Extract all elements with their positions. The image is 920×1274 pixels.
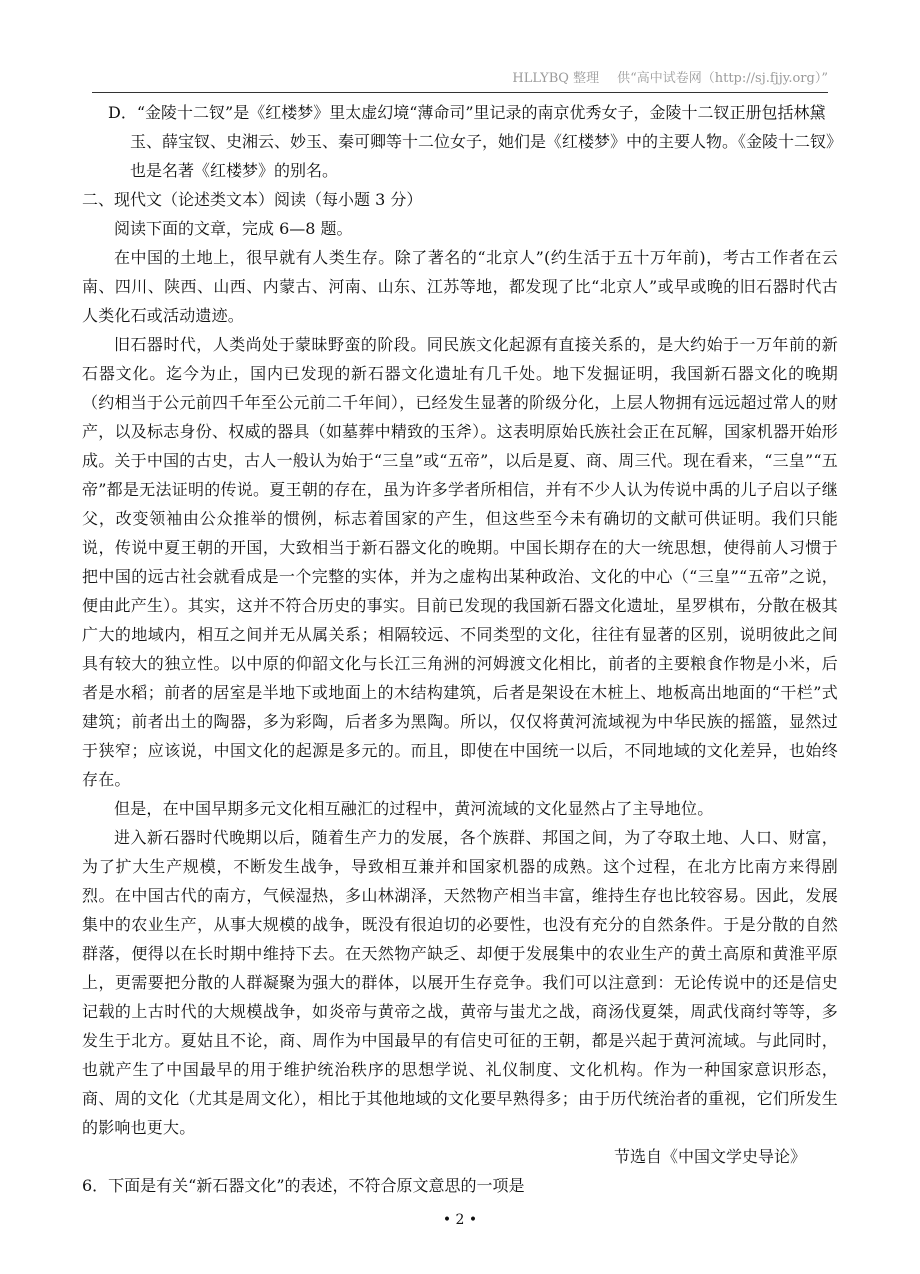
paragraph-1: 在中国的土地上，很早就有人类生存。除了著名的“北京人”(约生活于五十万年前)，考古工作者在云南、四川、陕西、山西、内蒙古、河南、山东、江苏等地，都发现了比“北京人”或早或晚的旧石器时代古人类化石或活动遗迹。 [82,248,838,325]
page-number: • 2 • [442,1212,478,1228]
page-header [92,66,828,93]
section-title: 二、现代文（论述类文本）阅读（每小题 3 分） [82,190,423,209]
question-6: 6．下面是有关“新石器文化”的表述，不符合原文意思的一项是 [82,1176,525,1195]
paragraph-3: 但是，在中国早期多元文化相互融汇的过程中，黄河流域的文化显然占了主导地位。 [114,799,714,818]
header-left-text: HLLYBQ 整理 [512,71,600,86]
paragraph-2: 旧石器时代，人类尚处于蒙昧野蛮的阶段。同民族文化起源有直接关系的，是大约始于一万年前的新石器文化。迄今为止，国内已发现的新石器文化遗址有几千处。地下发掘证明，我国新石器文化的晚期（约相当于公元前四千年至公元前二千年间），已经发生显著的阶级分化，上层人物拥有远远超过常人的财产，以及标志身份、权威的器具（如墓葬中精致的玉斧）。这表明原始氏族社会正在瓦解，国家机器开始形成。关于中国的古史，古人一般认为始于“三皇”或“五帝”，以后是夏、商、周三代。现在看来，“三皇”“五帝”都是无法证明的传说。夏王朝的存在，虽为许多学者所相信，并有不少人认为传说中禹的儿子启以子继父，改变领袖由公众推举的惯例，标志着国家的产生，但这些至今未有确切的文献可供证明。我们只能说，传说中夏王朝的开国，大致相当于新石器文化的晚期。中国长期存在的大一统思想，使得前人习惯于把中国的远古社会就看成是一个完整的实体，并为之虚构出某种政治、文化的中心（“三皇”“五帝”之说，便由此产生）。其实，这并不符合历史的事实。目前已发现的我国新石器文化遗址，星罗棋布，分散在极其广大的地域内，相互之间并无从属关系；相隔较远、不同类型的文化，往往有显著的区别，说明彼此之间具有较大的独立性。以中原的仰韶文化与长江三角洲的河姆渡文化相比，前者的主要粮食作物是小米，后者是水稻；前者的居室是半地下或地面上的木结构建筑，后者是架设在木桩上、地板高出地面的“干栏”式建筑；前者出土的陶器，多为彩陶，后者多为黑陶。所以，仅仅将黄河流域视为中华民族的摇篮，显然过于狭窄；应该说，中国文化的起源是多元的。而且，即使在中国统一以后，不同地域的文化差异，也始终存在。 [82,335,838,789]
instruction: 阅读下面的文章，完成 6—8 题。 [114,219,353,238]
option-d: D．“金陵十二钗”是《红楼梦》里太虚幻境“薄命司”里记录的南京优秀女子，金陵十二钗正册包括林黛玉、薛宝钗、史湘云、妙玉、秦可卿等十二位女子，她们是《红楼梦》中的主要人物。《金陵十二钗》也是名著《红楼梦》的别名。 [108,103,835,180]
header-right-text: 供“高中试卷网（http://sj.fjjy.org）” [617,71,828,86]
source-citation: 节选自《中国文学史导论》 [613,1147,806,1166]
paragraph-4: 进入新石器时代晚期以后，随着生产力的发展，各个族群、邦国之间，为了夺取土地、人口、财富，为了扩大生产规模，不断发生战争，导致相互兼并和国家机器的成熟。这个过程，在北方比南方来得剧烈。在中国古代的南方，气候湿热，多山林湖泽，天然物产相当丰富，维持生存也比较容易。因此，发展集中的农业生产，从事大规模的战争，既没有很迫切的必要性，也没有充分的自然条件。于是分散的自然群落，便得以在长时期中维持下去。在天然物产缺乏、却便于发展集中的农业生产的黄土高原和黄淮平原上，更需要把分散的人群凝聚为强大的群体，以展开生存竞争。我们可以注意到：无论传说中的还是信史记载的上古时代的大规模战争，如炎帝与黄帝之战，黄帝与蚩尤之战，商汤伐夏桀，周武伐商纣等等，多发生于北方。夏姑且不论，商、周作为中国最早的有信史可征的王朝，都是兴起于黄河流域。与此同时，也就产生了中国最早的用于维护统治秩序的思想学说、礼仪制度、文化机构。作为一种国家意识形态，商、周的文化（尤其是周文化），相比于其他地域的文化要早熟得多；由于历代统治者的重视，它们所发生的影响也更大。 [82,828,838,1137]
page-content [82,98,838,1200]
